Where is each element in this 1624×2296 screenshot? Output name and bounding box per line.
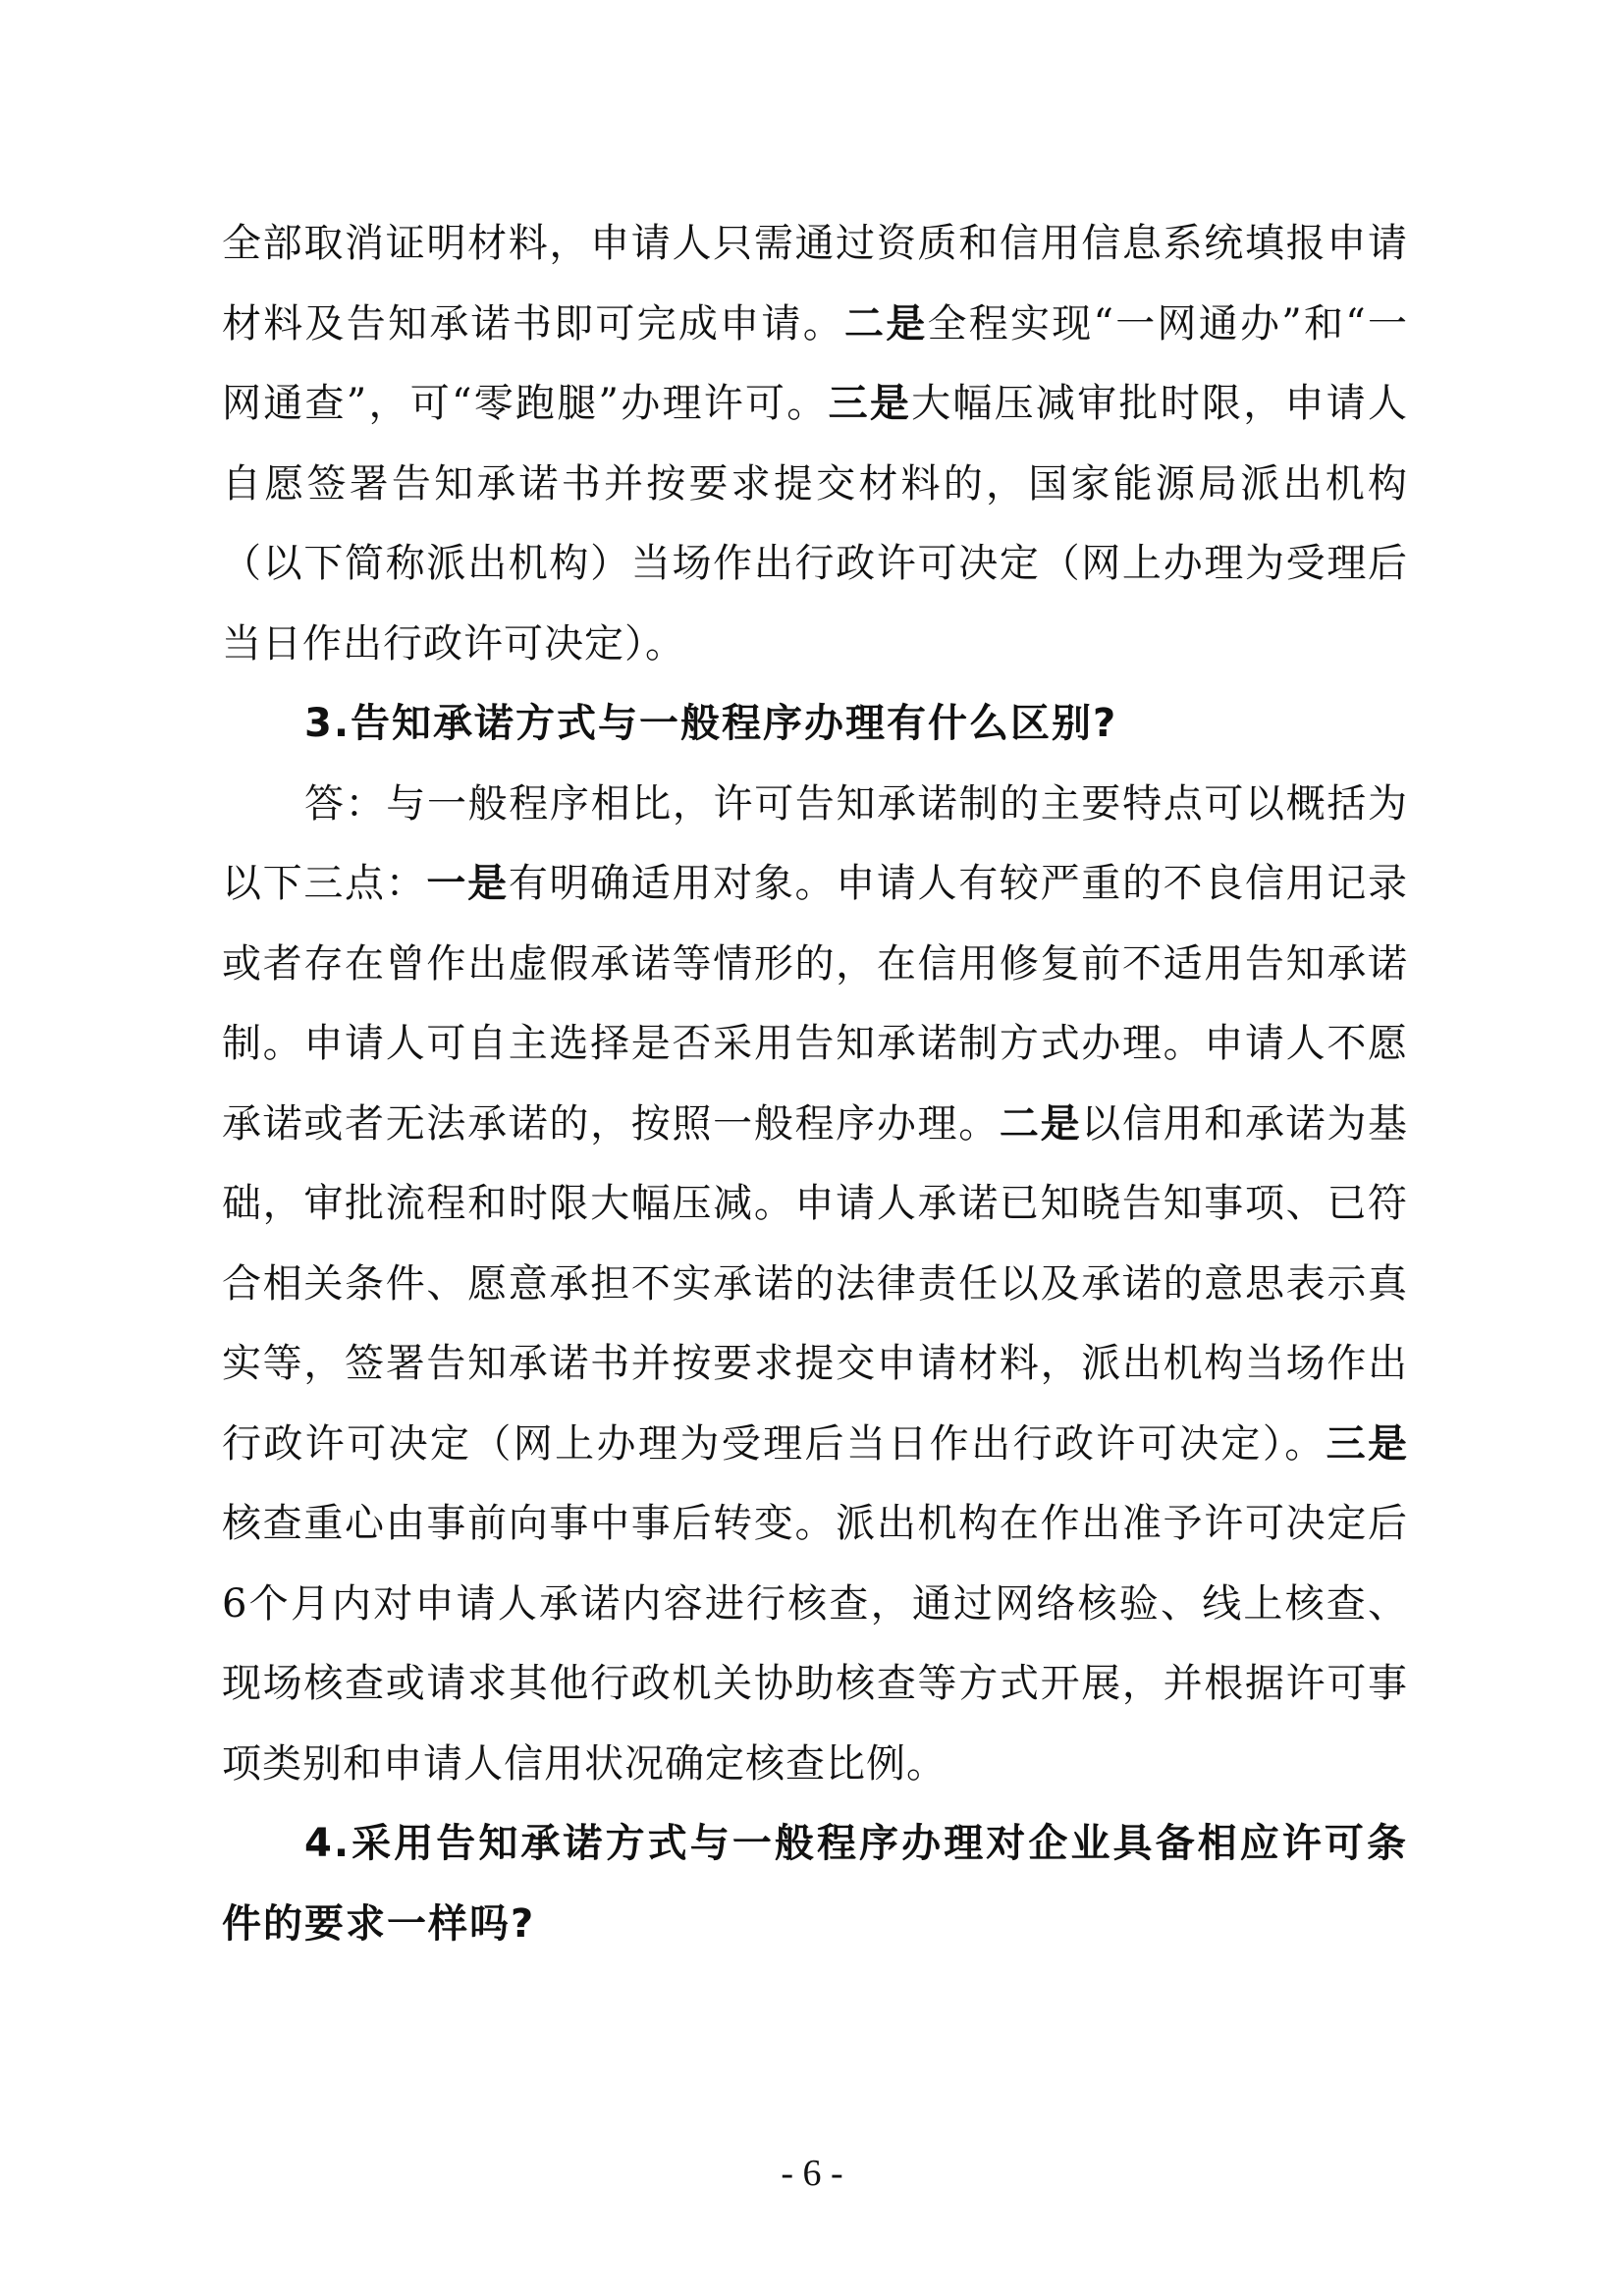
paragraph-text: 大幅压减审批时限，申请人自愿签署告知承诺书并按要求提交材料的，国家能源局派出机构（以下简称派出机构）当场作出行政许可决定（网上办理为受理后当日作出行政许可决定）。	[222, 381, 1409, 667]
paragraph-continued	[222, 204, 1408, 684]
question-heading-3: 3.告知承诺方式与一般程序办理有什么区别?	[304, 701, 1118, 746]
paragraph-text: 全部取消证明材料，申请人只需通过资质和信用信息系统填报申请材料及告知承诺书即可完成申请。	[222, 221, 1408, 347]
paragraph-text: 核查重心由事前向事中事后转变。派出机构在作出准予许可决定后6个月内对申请人承诺内容进行核查，通过网络核验、线上核查、现场核查或请求其他行政机关协助核查等方式开展，并根据许可事项类别和申请人信用状况确定核查比例。	[222, 1501, 1408, 1787]
enumeration-lead: 三是	[1326, 1420, 1409, 1467]
paragraph-text: 答：与一般程序相比，许可告知承诺制的主要特点可以概括为以下三点：	[222, 780, 1408, 906]
document-body	[222, 204, 1408, 1964]
paragraph-text: 全程实现“一网通办”和“一网通查”，可“零跑腿”办理许可。	[222, 300, 1408, 426]
enumeration-lead: 一是	[426, 861, 509, 906]
enumeration-lead: 二是	[843, 300, 928, 347]
paragraph-text: 以信用和承诺为基础，审批流程和时限大幅压减。申请人承诺已知晓告知事项、已符合相关条件、愿意承担不实承诺的法律责任以及承诺的意思表示真实等，签署告知承诺书并按要求提交申请材料，派出机构当场作出行政许可决定（网上办理为受理后当日作出行政许可决定）。	[222, 1100, 1409, 1467]
page-number: - 6 -	[781, 2153, 843, 2194]
answer-paragraph-3	[222, 765, 1408, 1805]
paragraph-text: 有明确适用对象。申请人有较严重的不良信用记录或者存在曾作出虚假承诺等情形的，在信用修复前不适用告知承诺制。申请人可自主选择是否采用告知承诺制方式办理。申请人不愿承诺或者无法承诺的，按照一般程序办理。	[222, 861, 1409, 1147]
question-heading-4: 4.采用告知承诺方式与一般程序办理对企业具备相应许可条件的要求一样吗?	[222, 1821, 1408, 1947]
enumeration-lead: 三是	[828, 381, 912, 426]
enumeration-lead: 二是	[999, 1100, 1082, 1147]
